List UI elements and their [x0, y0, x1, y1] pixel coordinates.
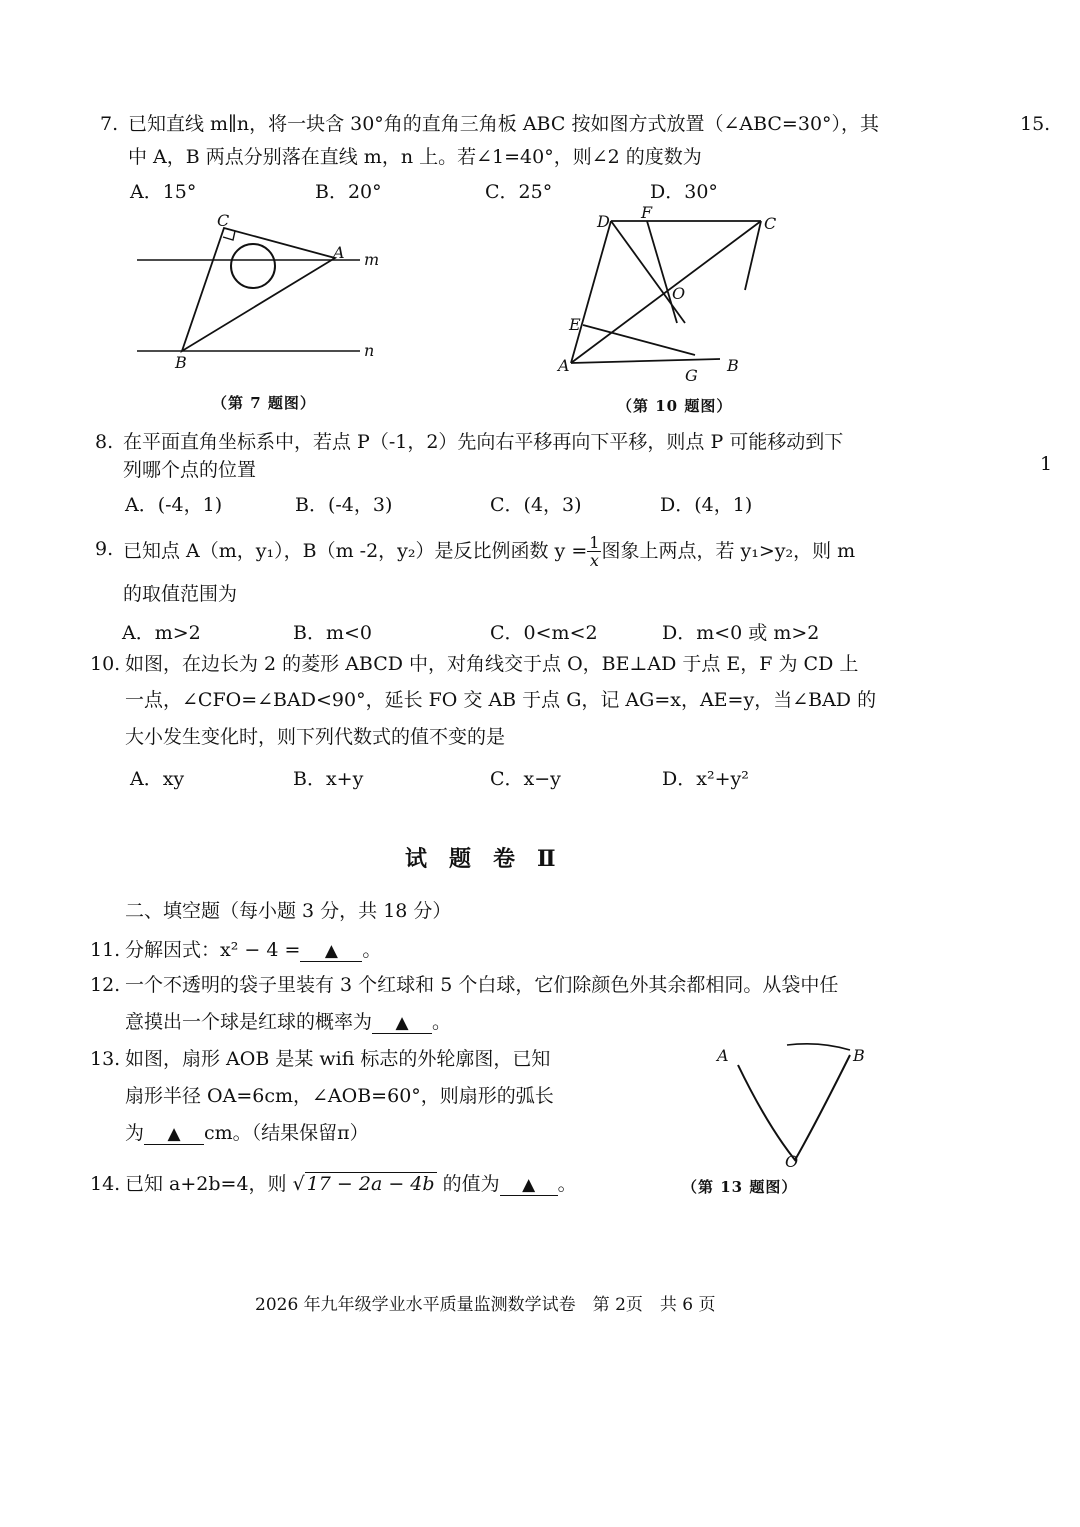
- q11-number: 11.: [90, 939, 121, 961]
- right-angle-mark: [223, 231, 235, 240]
- sector-arc: [787, 1044, 850, 1050]
- margin-label-mid: 1: [1040, 453, 1053, 475]
- q8-option-d: D．(4，1): [660, 494, 753, 516]
- label-o: O: [785, 1152, 799, 1170]
- label-m: m: [364, 250, 380, 269]
- q11-pre: 分解因式：x² − 4 =: [125, 939, 301, 961]
- q8-line2: 列哪个点的位置: [123, 459, 257, 481]
- diagonal-db: [611, 221, 685, 323]
- q10-line1: 如图，在边长为 2 的菱形 ABCD 中，对角线交于点 O，BE⊥AD 于点 E，F 为 CD 上: [125, 653, 859, 675]
- q13-figure: [705, 1035, 885, 1170]
- label-a: A: [717, 1046, 729, 1065]
- q8-line1: 在平面直角坐标系中，若点 P（-1，2）先向右平移再向下平移，则点 P 可能移动到下: [123, 431, 844, 453]
- q8-number: 8.: [95, 431, 114, 453]
- side-ab: [571, 359, 720, 363]
- diagonal-ac: [571, 221, 761, 363]
- q13-line3-pre: 为: [125, 1122, 145, 1144]
- q14-answer-blank[interactable]: ▲: [500, 1175, 558, 1196]
- q14-sqrt-content: 17 − 2a − 4b: [306, 1173, 435, 1195]
- q12-line2-post: 。: [432, 1011, 452, 1033]
- q14-sqrt: √ 17 − 2a − 4b: [292, 1173, 435, 1195]
- q12-answer-blank[interactable]: ▲: [372, 1013, 432, 1034]
- angle-circle: [231, 244, 275, 288]
- q8-option-a: A．(-4，1): [125, 494, 223, 516]
- q13-line1: 如图，扇形 AOB 是某 wifi 标志的外轮廓图，已知: [125, 1048, 551, 1070]
- q11-post: 。: [362, 939, 382, 961]
- label-n: n: [364, 341, 375, 360]
- q9-option-d: D．m<0 或 m>2: [662, 622, 820, 644]
- part2-title: 试题卷Ⅱ: [405, 846, 578, 872]
- section2-heading: 二、填空题（每小题 3 分，共 18 分）: [125, 900, 452, 922]
- q9-frac-den: x: [589, 550, 599, 570]
- label-g: G: [685, 366, 698, 385]
- q10-line2: 一点，∠CFO=∠BAD<90°，延长 FO 交 AB 于点 G，记 AG=x，AE=y，当∠BAD 的: [125, 689, 877, 711]
- q9-line1-pre: 已知点 A（m，y₁），B（m -2，y₂）是反比例函数 y =: [123, 540, 588, 562]
- q12-line2-pre: 意摸出一个球是红球的概率为: [125, 1011, 373, 1033]
- q10-option-b: B．x+y: [293, 768, 364, 790]
- q14-post-pre: 的值为: [442, 1173, 500, 1195]
- q12-number: 12.: [90, 974, 121, 996]
- label-b: B: [727, 356, 739, 375]
- q9-option-b: B．m<0: [293, 622, 372, 644]
- q10-option-a: A．xy: [130, 768, 185, 790]
- q7-figure: [120, 208, 390, 383]
- q10-option-c: C．x−y: [490, 768, 561, 790]
- q13-line3: [125, 1121, 369, 1145]
- q14-post: 。: [557, 1173, 577, 1195]
- label-a: A: [558, 356, 570, 375]
- sector-sides: [738, 1055, 850, 1160]
- triangle-abc: [182, 228, 335, 351]
- q10-figure: [555, 205, 795, 385]
- segment-be: [583, 325, 695, 355]
- q13-answer-blank[interactable]: ▲: [144, 1124, 204, 1145]
- q9-line2: 的取值范围为: [123, 583, 238, 605]
- label-o: O: [672, 284, 686, 303]
- label-c: C: [217, 211, 230, 230]
- q7-line1: 已知直线 m∥n，将一块含 30°角的直角三角板 ABC 按如图方式放置（∠ABC=30°），其: [128, 113, 880, 135]
- segment-fg: [647, 221, 677, 323]
- label-c: C: [764, 214, 777, 233]
- q7-caption: （第 7 题图）: [212, 394, 316, 412]
- q12-line1: 一个不透明的袋子里装有 3 个红球和 5 个白球，它们除颜色外其余都相同。从袋中任: [125, 974, 839, 996]
- q10-option-d: D．x²+y²: [662, 768, 749, 790]
- q9-option-a: A．m>2: [122, 622, 201, 644]
- q12-line2: [125, 1010, 451, 1034]
- page-footer: 2026 年九年级学业水平质量监测数学试卷 第 2页 共 6 页: [255, 1295, 716, 1315]
- margin-label-top: 15.: [1020, 113, 1051, 135]
- q9-option-c: C．0<m<2: [490, 622, 598, 644]
- q7-option-c: C．25°: [485, 181, 553, 203]
- q11-line: [125, 938, 381, 962]
- q10-line3: 大小发生变化时，则下列代数式的值不变的是: [125, 726, 506, 748]
- q10-caption: （第 10 题图）: [617, 397, 733, 415]
- side-ad: [571, 221, 611, 363]
- q13-line3-post: cm。（结果保留π）: [204, 1122, 369, 1144]
- q9-line1: [123, 526, 855, 576]
- q13-caption: （第 13 题图）: [682, 1178, 798, 1196]
- label-b: B: [853, 1046, 865, 1065]
- q11-answer-blank[interactable]: ▲: [300, 941, 362, 962]
- q10-number: 10.: [90, 653, 121, 675]
- label-e: E: [569, 315, 581, 334]
- q7-option-a: A．15°: [130, 181, 197, 203]
- q7-line2: 中 A，B 两点分别落在直线 m，n 上。若∠1=40°，则∠2 的度数为: [128, 146, 702, 168]
- label-f: F: [641, 205, 653, 222]
- q7-option-d: D．30°: [650, 181, 718, 203]
- q8-option-c: C．(4，3): [490, 494, 582, 516]
- q7-option-b: B．20°: [315, 181, 382, 203]
- q7-number: 7.: [100, 113, 119, 135]
- q8-option-b: B．(-4，3): [295, 494, 393, 516]
- label-a: A: [333, 243, 345, 262]
- label-d: D: [597, 212, 610, 231]
- q9-fraction: [587, 534, 601, 569]
- q14-pre: 已知 a+2b=4，则: [125, 1173, 287, 1195]
- label-b: B: [175, 353, 187, 372]
- q13-number: 13.: [90, 1048, 121, 1070]
- q9-frac-num: 1: [589, 532, 600, 552]
- q9-line1-post: 图象上两点，若 y₁>y₂，则 m: [601, 540, 856, 562]
- q14-number: 14.: [90, 1173, 121, 1195]
- q13-line2: 扇形半径 OA=6cm，∠AOB=60°，则扇形的弧长: [125, 1085, 554, 1107]
- q14-line: [125, 1172, 577, 1196]
- q9-number: 9.: [95, 538, 114, 560]
